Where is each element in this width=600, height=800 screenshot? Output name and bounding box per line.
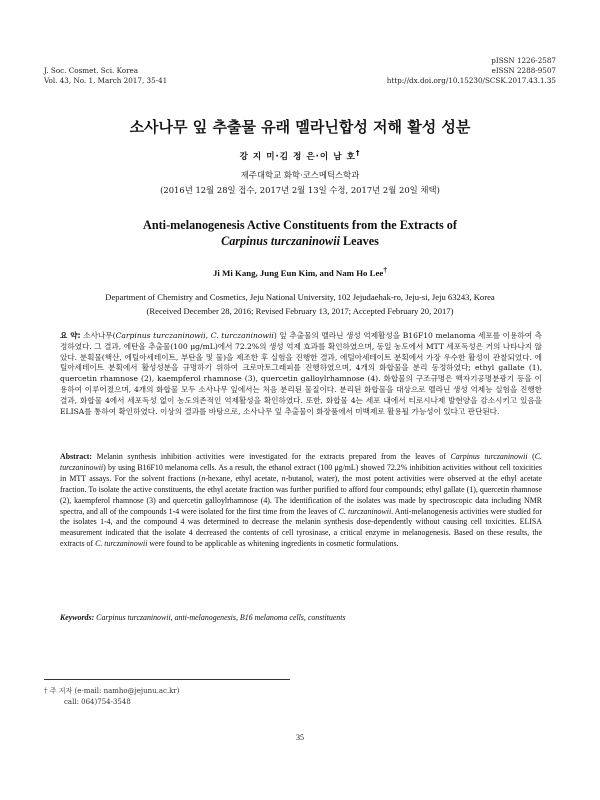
english-abstract-t6: . Anti-melanogenesis activities were studied for the isolates 1-4, and the compound 4 was determined to decrease the melanin synthesis dose-dependently without causing cell toxicities. ELISA measurement indicated that the isolate 4 decreased the contents of cell tyrosinase, a critical enzyme in melanogenesis. Based on these results, the extracts of [60, 506, 542, 549]
page-number: 35 [296, 733, 304, 742]
footnote-phone: call: 064)754-3548 [64, 698, 131, 706]
korean-affiliation: 제주대학교 화학·코스메틱스학과 [240, 170, 360, 180]
english-title [0, 217, 600, 249]
footnote-email: † 주 저자 (e-mail: namho@jejunu.ac.kr) [44, 687, 180, 695]
english-title-species: Carpinus turczaninowii [221, 234, 340, 248]
english-abstract-t1: Melanin synthesis inhibition activities were investigated for the extracts prepared from the leaves of [92, 452, 451, 461]
english-affiliation: Department of Chemistry and Cosmetics, Jeju National University, 102 Jejudaehak-ro, Jeju-si, Jeju 63243, Korea [105, 292, 495, 302]
english-title-end: Leaves [339, 234, 379, 248]
english-abstract-n-2: n [281, 473, 286, 483]
english-dates: (Received December 28, 2016; Revised February 13, 2017; Accepted February 20, 2017) [146, 306, 454, 316]
english-author-names: Ji Mi Kang, Jung Eun Kim, and Nam Ho Lee [212, 267, 384, 278]
english-title-line2 [0, 233, 600, 249]
english-abstract-species-2: C. turczaninowii [60, 452, 542, 472]
keywords [60, 613, 542, 622]
english-abstract-t7: were found to be applicable as whitening ingredients in cosmetic formulations. [147, 539, 399, 549]
english-abstract-species-3: C. turczaninowii [338, 506, 392, 516]
journal-name: J. Soc. Cosmet. Sci. Korea [44, 66, 139, 75]
korean-abstract-text-2: ) 잎 추출물의 멜라닌 생성 억제활성을 B16F10 melanoma 세포를 이용하여 측정하였다. 그 결과, 에탄올 추출물(100 μg/mL)에서 72.2%의 생성 억제 효과를 확인하였으며, 동일 농도에서 MTT 세포독성은 거의 나타나지 않았다. 분획물(핵산, 에틸아세테이트, 부탄올 및 물)을 제조한 후 실험을 진행한 결과, 에틸아세테이트 분획에서 가장 우수한 활성이 관찰되었다. 에틸아세테이트 분획에서 활성성분을 규명하기 위하여 크로마토그래피를 진행하였으며, 4개의 화합물을 분리 동정하였다; ethyl gallate (1), quercetin rhamnose (2), kaempferol rhamnose (3), quercetin galloylrhamnose (4). 화합물의 구조규명은 핵자기공명분광기 등을 이용하여 이루어졌으며, 4개의 화합물 모두 소사나무 잎에서는 처음 분리된 물질이다. 분리된 화합물을 대상으로 멜라닌 생성 억제능 실험을 진행한 결과, 화합물 4에서 세포독성 없이 농도의존적인 억제활성을 확인하였다. 또한, 화합물 4는 세포 내에서 티로시나제 발현양을 감소시키고 있음을 ELISA를 통하여 확인하였다. 이상의 결과를 바탕으로, 소사나무 잎 추출물이 화장품에서 미백제로 활용될 가능성이 있다고 판단된다. [60, 331, 543, 416]
doi-link[interactable]: http://dx.doi.org/10.15230/SCSK.2017.43.1.35 [386, 76, 556, 85]
english-title-line1: Anti-melanogenesis Active Constituents from the Extracts of [143, 218, 457, 232]
korean-abstract-label: 요 약: [60, 331, 81, 340]
korean-abstract [60, 331, 542, 417]
english-abstract-species-4: C. turczaninowii [95, 539, 148, 549]
korean-dates: (2016년 12월 28일 접수, 2017년 2월 13일 수정, 2017년 2월 20일 채택) [160, 185, 440, 195]
english-abstract [60, 452, 542, 550]
english-abstract-t4: -hexane, ethyl acetate, [205, 473, 282, 483]
journal-header-left [44, 66, 167, 86]
keywords-label: Keywords: [60, 613, 95, 622]
korean-authors [0, 148, 600, 162]
english-abstract-t5: -butanol, water), the most potent activities were observed at the ethyl acetate fraction. To isolate the active constituents, the ethyl acetate fraction was further purified to afford four compounds; ethyl gallate (1), quercetin rhamnose (2), kaempferol rhamnose (3) and quercetin galloylrhamnose (4). The identification of the isolates was made by spectroscopic data including NMR spectra, and all of the compounds 1-4 were isolated for the first time from the leaves of [60, 473, 542, 516]
english-abstract-label: Abstract: [60, 452, 92, 461]
footnote-divider [44, 679, 290, 680]
english-abstract-species-1: Carpinus turczaninowii [450, 452, 528, 461]
english-abstract-t2: ( [527, 452, 535, 461]
korean-abstract-species: Carpinus turczaninowii, C. turczaninowii [115, 331, 274, 340]
eissn: eISSN 2288-9507 [491, 66, 556, 75]
corresponding-dagger: † [355, 148, 361, 157]
keywords-text: Carpinus turczaninowii, anti-melanogenesis, B16 melanoma cells, constituents [94, 613, 346, 622]
korean-author-names: 강 지 미·김 정 은·이 남 호 [239, 151, 356, 162]
journal-header-right [387, 56, 556, 86]
pissn: pISSN 1226-2587 [491, 56, 556, 65]
footnote [44, 686, 180, 708]
english-abstract-t3: ) by using B16F10 melanoma cells. As a result, the ethanol extract (100 μg/mL) showed 72.2% inhibition activities without cell toxicities in MTT assays. For the solvent fractions ( [60, 462, 542, 483]
korean-abstract-text-1: 소사나무( [80, 331, 116, 340]
english-authors [0, 265, 600, 278]
english-corresponding-dagger: † [383, 265, 387, 274]
journal-volume: Vol. 43, No. 1, March 2017, 35-41 [44, 76, 168, 85]
english-abstract-n-1: n [201, 473, 206, 483]
korean-title: 소사나무 잎 추출물 유래 멜라닌합성 저해 활성 성분 [129, 118, 471, 136]
